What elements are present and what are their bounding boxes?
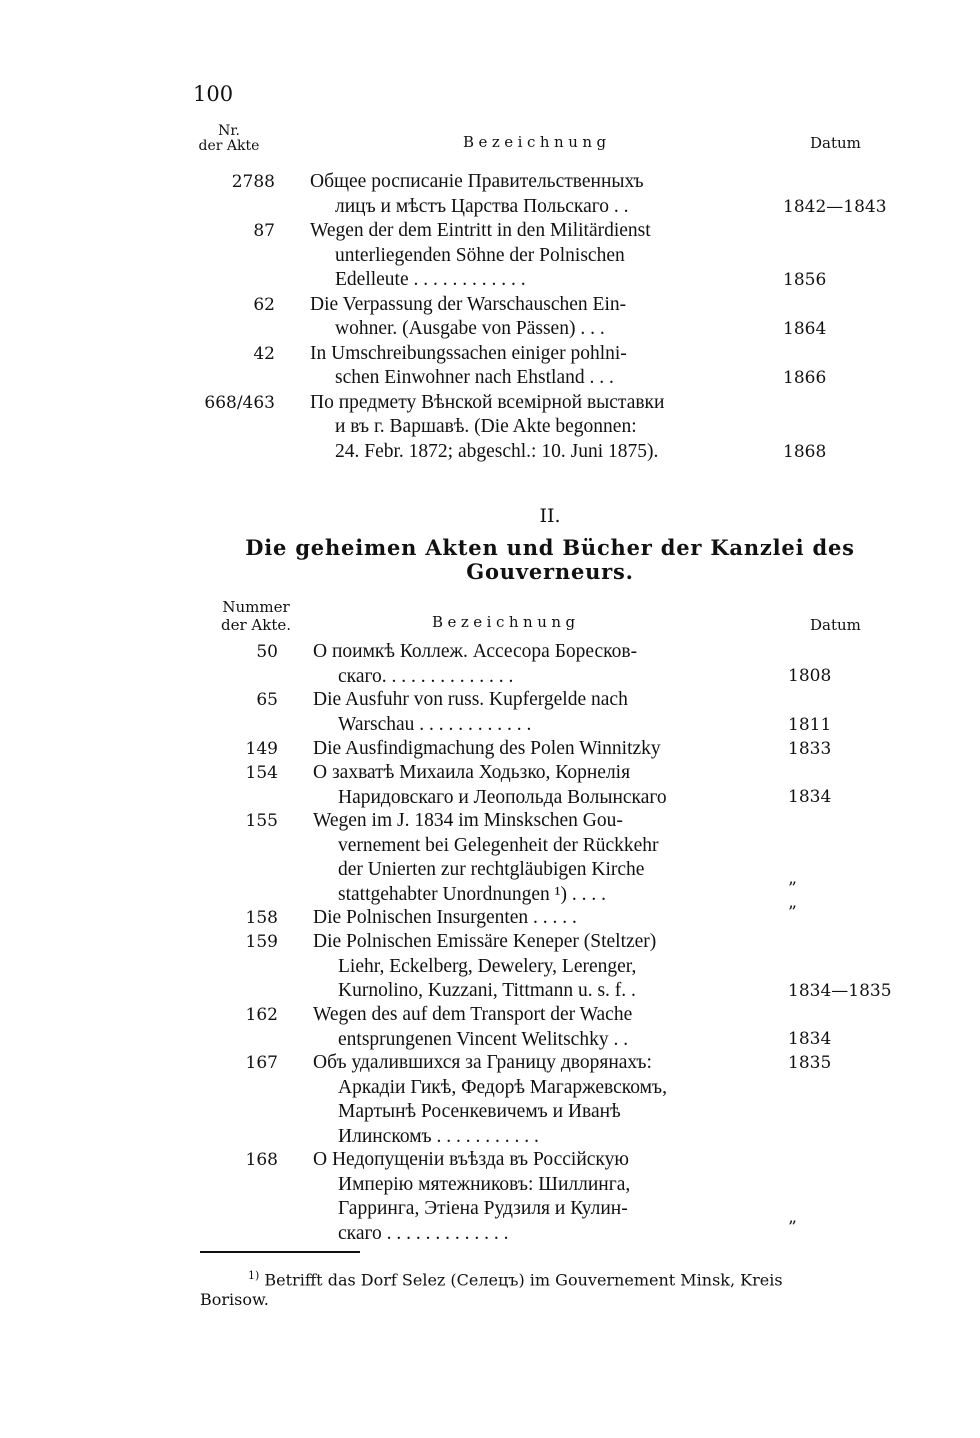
file-number: 62 bbox=[253, 294, 275, 315]
designation-line: скаго. . . . . . . . . . . . . . bbox=[338, 665, 514, 687]
table2-number-header bbox=[208, 598, 304, 634]
file-date: 1834 bbox=[788, 787, 832, 808]
designation-line: О Недопущенiи въѣзда въ Россiйскую bbox=[313, 1149, 629, 1171]
file-date: 1868 bbox=[783, 441, 827, 462]
file-number: 668/463 bbox=[204, 392, 275, 413]
file-date: 1856 bbox=[783, 270, 827, 290]
file-date: 1866 bbox=[783, 368, 827, 388]
designation-line: Аркадiи Гикѣ, Федорѣ Магаржевскомъ, bbox=[338, 1076, 667, 1098]
file-designation bbox=[310, 170, 760, 219]
file-date: ” bbox=[788, 879, 797, 900]
page-number: 100 bbox=[193, 82, 234, 106]
designation-line: Die Polnischen Insurgenten . . . . . bbox=[313, 907, 577, 929]
file-date: 1834 bbox=[788, 1029, 832, 1050]
designation-line: Наридовскаго и Леопольда Волынскаго bbox=[338, 786, 667, 808]
designation-line: schen Einwohner nach Ehstland . . . bbox=[335, 367, 614, 388]
file-number: 168 bbox=[245, 1150, 278, 1171]
designation-line: wohner. (Ausgabe von Pässen) . . . bbox=[335, 318, 605, 339]
table1-number-header bbox=[188, 124, 270, 154]
section-title bbox=[220, 536, 880, 584]
table2-number-header-line1: Nummer bbox=[222, 598, 290, 616]
designation-line: лицъ и мѣстъ Царства Польскаго . . bbox=[335, 195, 629, 217]
designation-line: и въ г. Варшавѣ. (Die Akte begonnen: bbox=[335, 416, 637, 437]
table2-number-header-line2: der Akte. bbox=[220, 616, 291, 634]
designation-line: Die Polnischen Emissäre Keneper (Steltzer) bbox=[313, 931, 657, 953]
table1-date-header: Datum bbox=[810, 134, 861, 152]
file-number: 50 bbox=[256, 642, 278, 662]
designation-line: stattgehabter Unordnungen ¹) . . . . bbox=[338, 883, 606, 905]
designation-line: Имперiю мятежниковъ: Шиллинга, bbox=[338, 1173, 631, 1195]
designation-line: Wegen der dem Eintritt in den Militärdienst bbox=[310, 220, 651, 241]
file-date: 1808 bbox=[788, 666, 832, 687]
designation-line: Wegen des auf dem Transport der Wache bbox=[313, 1004, 633, 1025]
designation-line: Гарринга, Этiена Рудзиля и Кулин- bbox=[338, 1198, 628, 1220]
file-designation bbox=[310, 391, 760, 465]
file-designation bbox=[313, 1148, 763, 1246]
file-date: 1835 bbox=[788, 1053, 832, 1074]
file-designation bbox=[313, 930, 763, 1004]
file-number: 149 bbox=[245, 738, 278, 759]
file-number: 167 bbox=[245, 1053, 278, 1074]
designation-line: Объ удалившихся за Границу дворянахъ: bbox=[313, 1052, 652, 1074]
file-date: 1864 bbox=[783, 319, 827, 339]
file-designation bbox=[313, 688, 763, 737]
table1-number-header-line1: Nr. bbox=[218, 123, 240, 139]
designation-line: Liehr, Eckelberg, Dewelery, Lerenger, bbox=[338, 955, 637, 977]
designation-line: Edelleute . . . . . . . . . . . . bbox=[335, 269, 526, 290]
file-designation bbox=[310, 219, 760, 293]
file-number: 159 bbox=[245, 932, 278, 953]
file-designation bbox=[310, 293, 760, 342]
file-date: 1833 bbox=[788, 738, 832, 759]
file-designation bbox=[313, 906, 763, 931]
designation-line: скаго . . . . . . . . . . . . . bbox=[338, 1222, 509, 1244]
section-number: II. bbox=[539, 505, 561, 527]
file-number: 155 bbox=[245, 811, 278, 832]
designation-line: Общее росписанie Правительственныхъ bbox=[310, 171, 644, 192]
section-title-line2: Gouverneurs. bbox=[466, 559, 634, 584]
designation-line: entsprungenen Vincent Welitschky . . bbox=[338, 1028, 629, 1050]
designation-line: In Umschreibungssachen einiger pohlni- bbox=[310, 342, 627, 364]
file-number: 162 bbox=[245, 1005, 278, 1025]
designation-line: Мартынѣ Росенкевичемъ и Иванѣ bbox=[338, 1101, 621, 1123]
footnote-line2: Borisow. bbox=[200, 1290, 269, 1310]
file-date: 1842—1843 bbox=[783, 196, 887, 217]
file-number: 65 bbox=[256, 690, 278, 711]
designation-line: О поимкѣ Коллеж. Ассесора Боресков- bbox=[313, 641, 638, 662]
footnote-rule bbox=[200, 1251, 360, 1253]
table1-number-header-line2: der Akte bbox=[198, 138, 260, 154]
file-date: 1811 bbox=[788, 714, 832, 735]
designation-line: О захватѣ Михаила Ходьзко, Корнелiя bbox=[313, 762, 631, 783]
file-designation bbox=[313, 761, 763, 810]
designation-line: vernement bei Gelegenheit der Rückkehr bbox=[338, 834, 659, 856]
file-designation bbox=[313, 640, 763, 689]
designation-line: Илинскомъ . . . . . . . . . . . bbox=[338, 1125, 539, 1147]
designation-line: По предмету Вѣнской всемiрной выставки bbox=[310, 391, 665, 413]
file-number: 42 bbox=[253, 343, 275, 364]
designation-line: Die Verpassung der Warschauschen Ein- bbox=[310, 293, 627, 315]
file-designation bbox=[313, 1051, 763, 1149]
designation-line: 24. Febr. 1872; abgeschl.: 10. Juni 1875). bbox=[335, 440, 659, 462]
file-number: 2788 bbox=[231, 172, 275, 192]
file-number: 154 bbox=[245, 763, 278, 783]
file-date: 1834—1835 bbox=[788, 980, 892, 1001]
file-designation bbox=[313, 737, 763, 762]
footnote-marker: 1) bbox=[248, 1269, 260, 1282]
table2-date-header: Datum bbox=[810, 616, 861, 634]
designation-line: Wegen im J. 1834 im Minskschen Gou- bbox=[313, 810, 623, 832]
designation-line: Kurnolino, Kuzzani, Tittmann u. s. f. . bbox=[338, 980, 636, 1002]
designation-line: der Unierten zur rechtgläubigen Kirche bbox=[338, 859, 645, 881]
file-number: 87 bbox=[253, 221, 275, 241]
designation-line: Die Ausfuhr von russ. Kupfergelde nach bbox=[313, 689, 628, 711]
footnote-line1 bbox=[200, 1266, 912, 1290]
designation-line: Warschau . . . . . . . . . . . . bbox=[338, 713, 532, 735]
section-title-line1: Die geheimen Akten und Bücher der Kanzlei des bbox=[245, 535, 855, 560]
designation-line: Die Ausfindigmachung des Polen Winnitzky bbox=[313, 737, 661, 759]
file-designation bbox=[313, 809, 763, 907]
footnote bbox=[200, 1266, 912, 1310]
file-date: ” bbox=[788, 1217, 797, 1238]
file-designation bbox=[313, 1003, 763, 1052]
designation-line: unterliegenden Söhne der Polnischen bbox=[335, 244, 625, 266]
file-date: ” bbox=[788, 903, 797, 924]
file-designation bbox=[310, 342, 760, 391]
footnote-text: Betrifft das Dorf Selez (Селецъ) im Gouvernement Minsk, Kreis bbox=[264, 1270, 783, 1290]
file-number: 158 bbox=[245, 908, 278, 929]
table1-designation-header: Bezeichnung bbox=[463, 133, 611, 151]
table2-designation-header: Bezeichnung bbox=[432, 613, 580, 631]
